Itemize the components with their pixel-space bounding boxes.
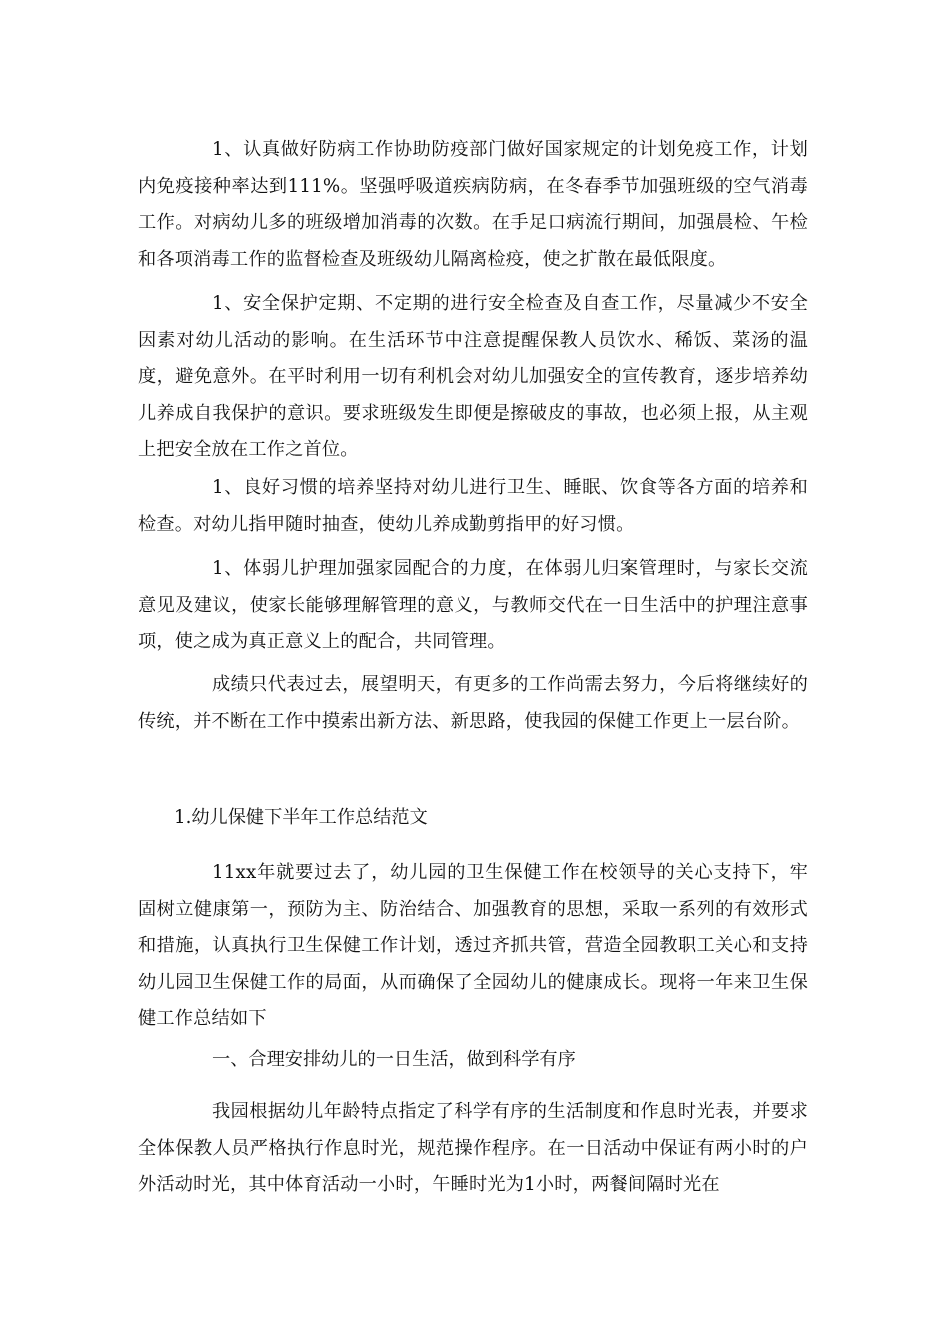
paragraph-daily-schedule: 我园根据幼儿年龄特点指定了科学有序的生活制度和作息时光表，并要求全体保教人员严格执行作息时光，规范操作程序。在一日活动中保证有两小时的户外活动时光，其中体育活动一小时，午睡时光为1小时，两餐间隔时光在	[138, 1101, 808, 1195]
paragraph-safety-protection: 1、安全保护定期、不定期的进行安全检查及自查工作，尽量减少不安全因素对幼儿活动的影响。在生活环节中注意提醒保教人员饮水、稀饭、菜汤的温度，避免意外。在平时利用一切有利机会对幼儿加强安全的宣传教育，逐步培养幼儿养成自我保护的意识。要求班级发生即便是擦破皮的事故，也必须上报，从主观上把安全放在工作之首位。	[138, 293, 808, 460]
document-title: 1.幼儿保健下半年工作总结范文	[174, 807, 428, 828]
paragraph-disease-prevention: 1、认真做好防病工作协助防疫部门做好国家规定的计划免疫工作，计划内免疫接种率达到111%。坚强呼吸道疾病防病，在冬春季节加强班级的空气消毒工作。对病幼儿多的班级增加消毒的次数。在手足口病流行期间，加强晨检、午检和各项消毒工作的监督检查及班级幼儿隔离检疫，使之扩散在最低限度。	[138, 139, 808, 270]
paragraph-weak-child-care: 1、体弱儿护理加强家园配合的力度，在体弱儿归案管理时，与家长交流意见及建议，使家长能够理解管理的意义，与教师交代在一日生活中的护理注意事项，使之成为真正意义上的配合，共同管理。	[138, 558, 808, 652]
paragraph-good-habits: 1、良好习惯的培养坚持对幼儿进行卫生、睡眠、饮食等各方面的培养和检查。对幼儿指甲随时抽查，使幼儿养成勤剪指甲的好习惯。	[138, 477, 808, 535]
paragraph-introduction: 11xx年就要过去了，幼儿园的卫生保健工作在校领导的关心支持下，牢固树立健康第一，预防为主、防治结合、加强教育的思想，采取一系列的有效形式和措施，认真执行卫生保健工作计划，透过齐抓共管，营造全园教职工关心和支持幼儿园卫生保健工作的局面，从而确保了全园幼儿的健康成长。现将一年来卫生保健工作总结如下	[138, 862, 808, 1029]
section-heading-one: 一、合理安排幼儿的一日生活，做到科学有序	[212, 1049, 576, 1070]
paragraph-outlook: 成绩只代表过去，展望明天，有更多的工作尚需去努力，今后将继续好的传统，并不断在工作中摸索出新方法、新思路，使我园的保健工作更上一层台阶。	[138, 674, 808, 732]
